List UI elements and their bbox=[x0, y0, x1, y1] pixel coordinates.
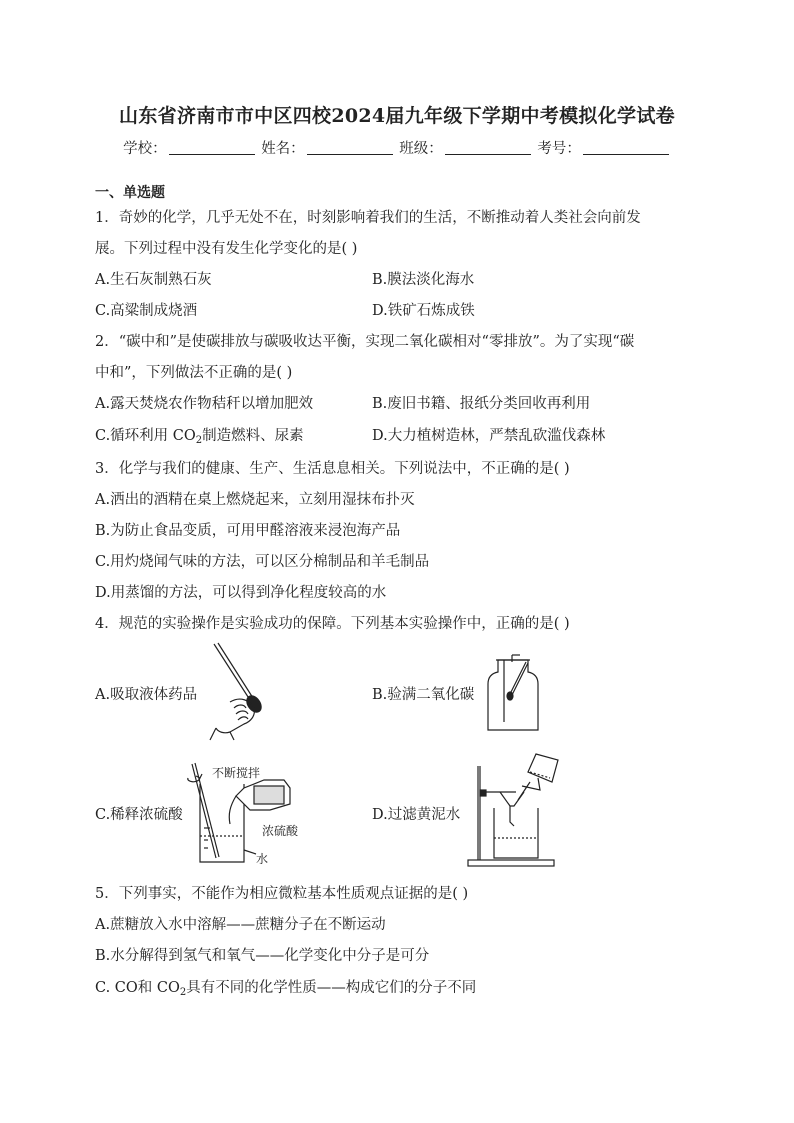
q2-option-b[interactable]: B.废旧书籍、报纸分类回收再利用 bbox=[372, 396, 591, 412]
q4-option-a[interactable]: A.吸取液体药品 bbox=[95, 687, 198, 703]
q3-stem: 3．化学与我们的健康、生产、生活息息相关。下列说法中，不正确的是( ) bbox=[95, 461, 570, 477]
filtration-figure bbox=[466, 752, 576, 870]
q4-stem: 4．规范的实验操作是实验成功的保障。下列基本实验操作中，正确的是( ) bbox=[95, 616, 570, 632]
q3-option-d[interactable]: D.用蒸馏的方法，可以得到净化程度较高的水 bbox=[95, 585, 387, 601]
q1-stem-line2: 展。下列过程中没有发生化学变化的是( ) bbox=[95, 241, 358, 257]
q4-option-c[interactable]: C.稀释浓硫酸 bbox=[95, 807, 183, 823]
q5-option-b[interactable]: B.水分解得到氢气和氧气——化学变化中分子是可分 bbox=[95, 948, 430, 964]
page-title: 山东省济南市市中区四校2024届九年级下学期中考模拟化学试卷 bbox=[119, 105, 675, 127]
stir-label: 不断搅拌 bbox=[212, 766, 261, 780]
q3-option-c[interactable]: C.用灼烧闻气味的方法，可以区分棉制品和羊毛制品 bbox=[95, 554, 430, 570]
q2-stem-line2: 中和”，下列做法不正确的是( ) bbox=[95, 365, 293, 381]
q1-stem-line1: 1．奇妙的化学，几乎无处不在，时刻影响着我们的生活，不断推动着人类社会向前发 bbox=[95, 210, 641, 226]
exam-number-label: 考号： bbox=[537, 141, 581, 157]
section-heading: 一、单选题 bbox=[95, 185, 165, 201]
q1-option-a[interactable]: A.生石灰制熟石灰 bbox=[95, 272, 212, 288]
student-info-row bbox=[0, 137, 794, 158]
name-blank[interactable] bbox=[307, 140, 393, 155]
water-label: 水 bbox=[256, 852, 269, 866]
exam-number-blank[interactable] bbox=[583, 140, 669, 155]
q1-option-d[interactable]: D.铁矿石炼成铁 bbox=[372, 303, 475, 319]
acid-label: 浓硫酸 bbox=[262, 824, 299, 838]
q4-option-d[interactable]: D.过滤黄泥水 bbox=[372, 807, 461, 823]
q1-option-c[interactable]: C.高粱制成烧酒 bbox=[95, 303, 198, 319]
q3-option-a[interactable]: A.洒出的酒精在桌上燃烧起来，立刻用湿抹布扑灭 bbox=[95, 492, 415, 508]
q2-option-c[interactable]: C.循环利用 $CO_2$制造燃料、尿素 bbox=[95, 428, 304, 446]
q4-option-b[interactable]: B.验满二氧化碳 bbox=[372, 687, 475, 703]
dropper-figure bbox=[200, 642, 270, 742]
school-label: 学校： bbox=[123, 141, 167, 157]
q2-option-d[interactable]: D.大力植树造林，严禁乱砍滥伐森林 bbox=[372, 428, 606, 444]
q1-option-b[interactable]: B.膜法淡化海水 bbox=[372, 272, 475, 288]
name-label: 姓名： bbox=[261, 141, 305, 157]
q5-stem: 5．下列事实，不能作为相应微粒基本性质观点证据的是( ) bbox=[95, 886, 469, 902]
school-blank[interactable] bbox=[169, 140, 255, 155]
q2-option-a[interactable]: A.露天焚烧农作物秸秆以增加肥效 bbox=[95, 396, 314, 412]
q5-option-c[interactable]: C. CO和 $CO_2$具有不同的化学性质——构成它们的分子不同 bbox=[95, 980, 477, 998]
class-label: 班级： bbox=[399, 141, 443, 157]
q2-stem-line1: 2．“碳中和”是使碳排放与碳吸收达平衡，实现二氧化碳相对“零排放”。为了实现“碳 bbox=[95, 334, 635, 350]
gas-bottle-figure bbox=[482, 654, 544, 734]
q5-option-a[interactable]: A.蔗糖放入水中溶解——蔗糖分子在不断运动 bbox=[95, 917, 386, 933]
q3-option-b[interactable]: B.为防止食品变质，可用甲醛溶液来浸泡海产品 bbox=[95, 523, 401, 539]
class-blank[interactable] bbox=[445, 140, 531, 155]
